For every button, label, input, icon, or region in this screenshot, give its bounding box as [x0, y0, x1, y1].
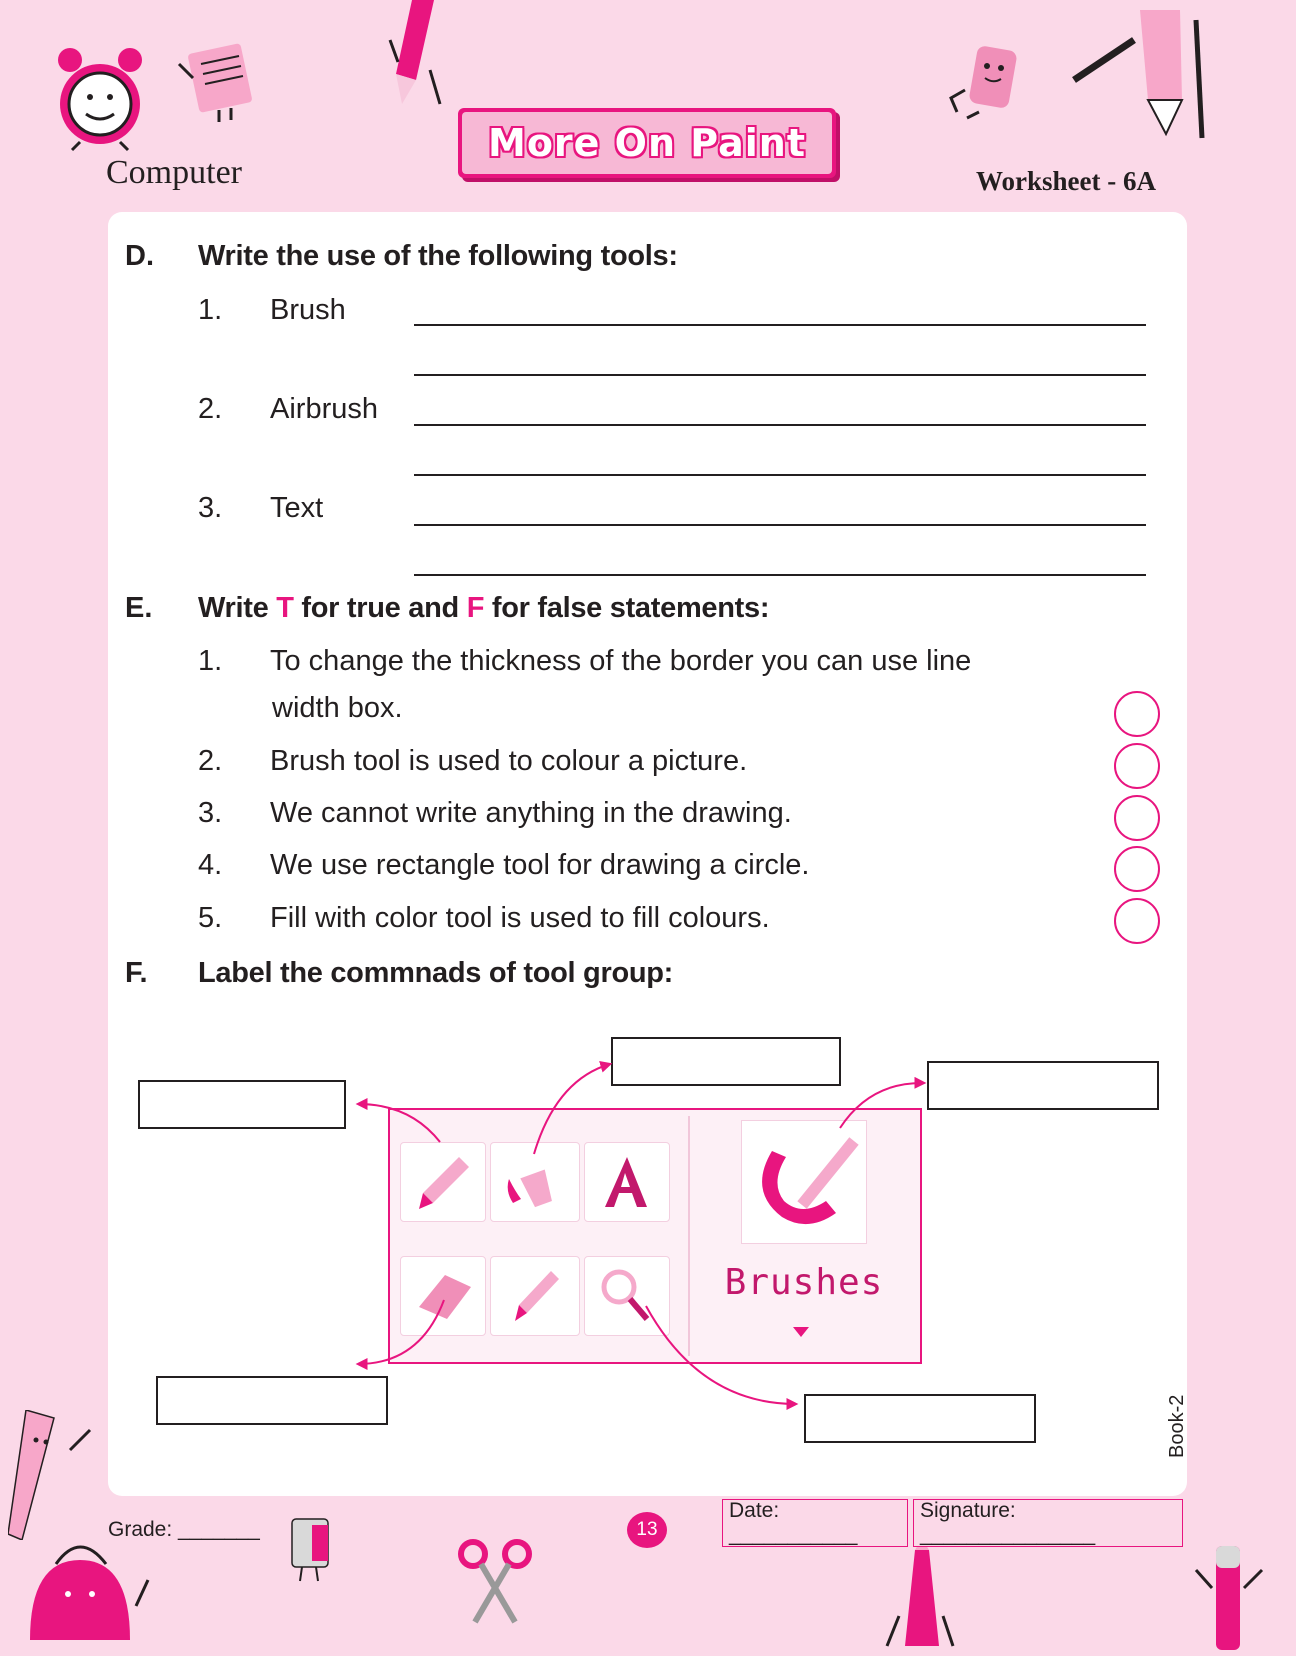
statement-2-num: 2.	[198, 745, 223, 777]
true-letter: T	[276, 592, 294, 624]
section-d-item-2-label: Airbrush	[270, 393, 378, 425]
section-f-title: Label the commnads of tool group:	[198, 957, 674, 989]
section-e-title-post: for false statements:	[484, 592, 770, 624]
statement-1-num: 1.	[198, 645, 223, 677]
section-d-item-1-num: 1.	[198, 294, 223, 326]
statement-1-text-cont: width box.	[272, 692, 403, 724]
arrow-magnifier	[646, 1306, 796, 1404]
statement-3-num: 3.	[198, 797, 223, 829]
date-field[interactable]: Date: ___________	[722, 1499, 908, 1547]
statement-5-num: 5.	[198, 902, 223, 934]
statement-5-text: Fill with color tool is used to fill colours.	[270, 902, 770, 934]
section-d-title: Write the use of the following tools:	[198, 240, 678, 272]
arrow-fill	[534, 1064, 610, 1154]
page-number-badge	[627, 1512, 667, 1548]
section-d-item-3-label: Text	[270, 492, 324, 524]
section-d-item-2-num: 2.	[198, 393, 223, 425]
signature-field[interactable]: Signature: _______________	[913, 1499, 1183, 1547]
section-d-item-3-num: 3.	[198, 492, 223, 524]
section-d-letter: D.	[125, 240, 154, 272]
statement-3-text: We cannot write anything in the drawing.	[270, 797, 792, 829]
statement-4-text: We use rectangle tool for drawing a circle.	[270, 849, 810, 881]
arrow-brushes	[840, 1083, 924, 1128]
section-e-title-mid: for true and	[293, 592, 467, 624]
brushes-label: Brushes	[724, 1262, 884, 1303]
section-f-letter: F.	[125, 957, 148, 989]
statement-2-text: Brush tool is used to colour a picture.	[270, 745, 748, 777]
statement-1-text: To change the thickness of the border you can use line	[270, 645, 972, 677]
arrow-eraser	[358, 1300, 444, 1364]
statement-4-num: 4.	[198, 849, 223, 881]
page-title: More On Paint	[488, 121, 806, 165]
arrow-pencil	[358, 1104, 440, 1142]
book-label: Book-2	[1166, 1394, 1188, 1458]
subject-label: Computer	[106, 154, 242, 191]
worksheet-label: Worksheet - 6A	[976, 166, 1156, 196]
section-e-letter: E.	[125, 592, 153, 624]
page-number: 13	[636, 1519, 658, 1540]
section-e-title-pre: Write	[198, 592, 277, 624]
grade-field[interactable]: Grade: _______	[108, 1518, 260, 1541]
false-letter: F	[466, 592, 485, 624]
section-d-item-1-label: Brush	[270, 294, 346, 326]
